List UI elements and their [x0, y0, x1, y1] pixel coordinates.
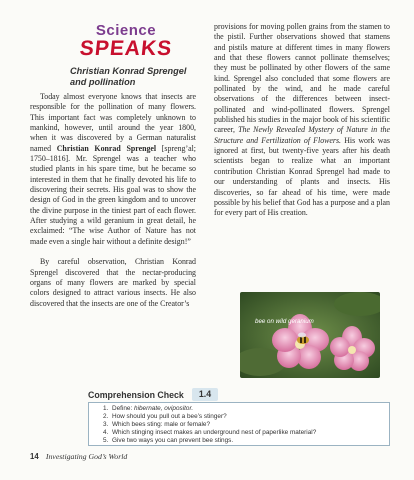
- question-terms: hibernate, ovipositor.: [134, 405, 194, 412]
- question-list: [89, 403, 389, 445]
- article-right-column: [214, 22, 390, 219]
- question-item: [103, 437, 385, 445]
- left-paragraph-2: By careful observation, Christian Konrad Sprengel discovered that the nectar-producing organs of many flowers are marked by special colors designed to attract various insects. He also discovered that the insects are one of the Creator’s: [30, 257, 196, 308]
- scientist-name: Christian Konrad Sprengel: [56, 143, 157, 153]
- question-text: Which bees sting: male or female?: [112, 420, 211, 428]
- question-text: Which stinging insect makes an underground nest of paperlike material?: [112, 428, 317, 436]
- left-p1-text-a: Today almost everyone knows that insects are responsible for the pollination of many flowers. This important fact was completely unknown to mankind, however, until around the year 1800, when it was discovered by a German naturalist named: [30, 92, 196, 153]
- right-paragraph: [214, 22, 390, 219]
- question-number: 5.: [103, 436, 109, 444]
- left-p1-text-b: [spreng’al; 1750–1816]. Mr. Sprengel was a teacher who studied plants in his spare time, but he became so interested in them that he finally devoted his life to discovering their secrets. His goal was to show the design of God in the green kingdom and to uncover the divine purpose in the tiniest part of each flower. After studying a wild geranium in great detail, he exclaimed: “The wise Author of Nature has not made even a single hair without a definite design!”: [30, 143, 196, 246]
- flower-illustration: [240, 292, 380, 378]
- article-title: Christian Konrad Sprengel and pollination: [70, 66, 187, 87]
- photo-caption: bee on wild geranium: [255, 318, 314, 325]
- question-number: 2.: [103, 412, 109, 420]
- banner-science-text: Science: [95, 22, 157, 39]
- comprehension-check-header: Comprehension Check: [88, 390, 184, 400]
- question-text: [112, 405, 193, 413]
- science-speaks-banner: [72, 22, 180, 66]
- question-text: How should you pull out a bee’s stinger?: [112, 412, 227, 420]
- comprehension-check-number: 1.4: [192, 388, 218, 401]
- question-item: [103, 405, 385, 413]
- question-number: 3.: [103, 420, 109, 428]
- question-number: 1.: [103, 405, 109, 412]
- article-left-column: [30, 92, 196, 309]
- geranium-photo: [240, 292, 380, 378]
- comprehension-check-box: [88, 402, 390, 446]
- book-title-footer: Investigating God’s World: [45, 452, 128, 461]
- right-text-b: His work was ignored at first, but twenty-five years after his death scientists began to realize what an important contribution Christian Konrad Sprengel had made to our understanding of plants and insects. His discoveries, so far ahead of his time, were made possible by his belief that God has a purpose and a plan for every part of His creation.: [214, 135, 390, 218]
- page-number: 14: [30, 452, 39, 461]
- left-paragraph-1: [30, 92, 196, 247]
- question-item: [103, 429, 385, 437]
- book-title: The Newly Revealed Mystery of Nature in the Structure and Fertilization of Flowers.: [214, 125, 391, 145]
- page-footer: [30, 452, 127, 461]
- question-text: Give two ways you can prevent bee stings.: [112, 436, 234, 444]
- banner-speaks-text: SPEAKS: [78, 37, 174, 60]
- question-number: 4.: [103, 428, 109, 436]
- right-text-a: provisions for moving pollen grains from the stamen to the pistil. Further observations showed that stamens and pistils mature at different times in many flowers and that these flowers cannot pollinate themselves; they must be pollinated by other flowers of the same kind. Sprengel also concluded that some flowers are pollinated by the wind, and he made careful observations of the differences between insect-pollinated and wind-pollinated flowers. Sprengel published his studies in the major book of his scientific career,: [214, 22, 390, 135]
- question-item: [103, 421, 385, 429]
- question-item: [103, 413, 385, 421]
- question-prefix: Define:: [112, 405, 135, 412]
